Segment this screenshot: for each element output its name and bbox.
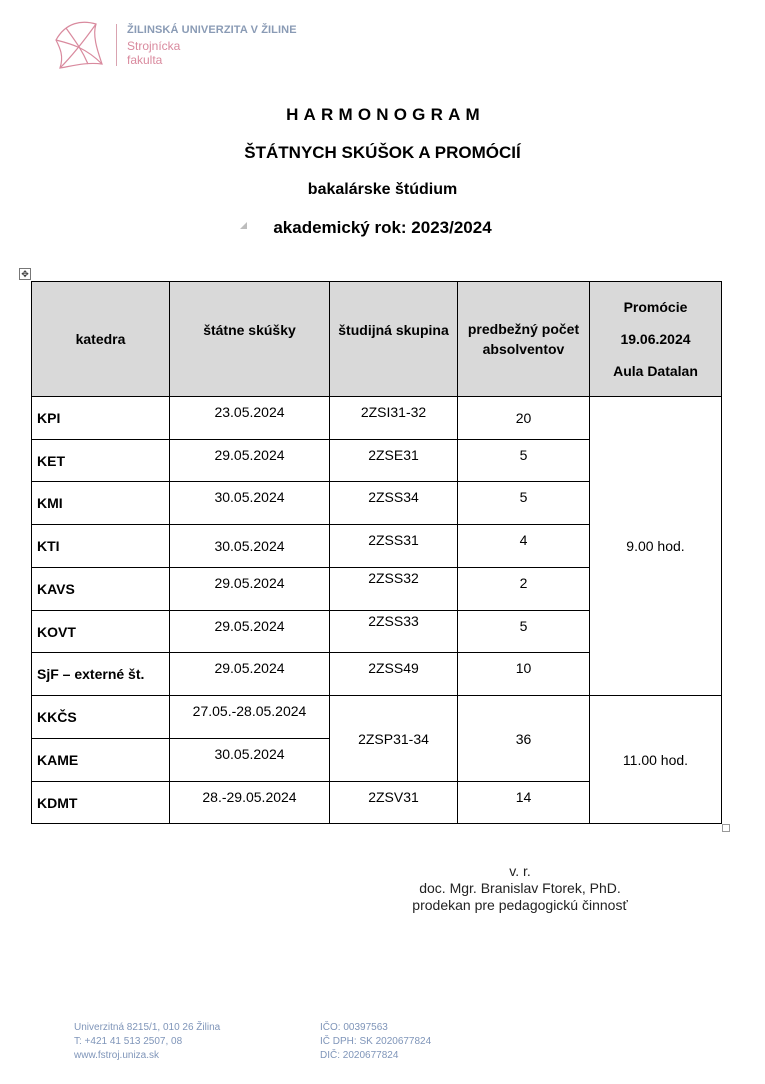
- row-kpi-exam: 23.05.2024: [169, 396, 330, 440]
- row-kti-katedra: KTI: [31, 524, 170, 568]
- merged-count-kkcs-kame: 36: [457, 695, 590, 782]
- row-kmi-group: 2ZSS34: [329, 481, 458, 525]
- faculty-name-line2: fakulta: [127, 53, 163, 67]
- footer-ico: IČO: 00397563: [320, 1022, 388, 1033]
- row-ket-exam: 29.05.2024: [169, 439, 330, 482]
- row-kovt-count: 5: [457, 610, 590, 653]
- footer-address: Univerzitná 8215/1, 010 26 Žilina: [74, 1022, 221, 1033]
- signature-vr: v. r.: [509, 863, 531, 879]
- logo-divider: [116, 24, 117, 66]
- promotions-date: 19.06.2024: [620, 331, 691, 347]
- row-kavs-katedra: KAVS: [31, 567, 170, 611]
- row-kti-exam: 30.05.2024: [169, 524, 330, 568]
- row-ket-count: 5: [457, 439, 590, 482]
- footer-contact: [74, 1021, 220, 1063]
- row-sjf-external-count: 10: [457, 652, 590, 696]
- row-kmi-katedra: KMI: [31, 481, 170, 525]
- row-kpi-count: 20: [457, 396, 590, 440]
- row-kkcs-katedra: KKČS: [31, 695, 170, 739]
- header-promotions: [589, 281, 722, 397]
- signature-role: prodekan pre pedagogickú činnosť: [412, 897, 628, 913]
- footer-phone: T: +421 41 513 2507, 08: [74, 1036, 183, 1047]
- document-subtitle: ŠTÁTNYCH SKÚŠOK A PROMÓCIÍ: [244, 143, 521, 162]
- row-kdmt-count: 14: [457, 781, 590, 824]
- row-kpi-group: 2ZSI31-32: [329, 396, 458, 440]
- row-kti-group: 2ZSS31: [329, 524, 458, 568]
- row-kavs-exam: 29.05.2024: [169, 567, 330, 611]
- row-kdmt-group: 2ZSV31: [329, 781, 458, 824]
- promotions-label: Promócie: [623, 299, 688, 315]
- merged-group-kkcs-kame: 2ZSP31-34: [329, 695, 458, 782]
- header-exams: štátne skúšky: [169, 281, 330, 397]
- row-ket-group: 2ZSE31: [329, 439, 458, 482]
- table-resize-handle-icon[interactable]: [722, 824, 730, 832]
- row-kavs-group: 2ZSS32: [329, 567, 458, 611]
- academic-year: akademický rok: 2023/2024: [273, 218, 492, 237]
- study-level: bakalárske štúdium: [307, 181, 458, 198]
- row-sjf-external-katedra: SjF – externé št.: [31, 652, 170, 696]
- row-kdmt-katedra: KDMT: [31, 781, 170, 824]
- header-study-group: študijná skupina: [329, 281, 458, 397]
- row-kti-count: 4: [457, 524, 590, 568]
- row-kovt-exam: 29.05.2024: [169, 610, 330, 653]
- row-sjf-external-group: 2ZSS49: [329, 652, 458, 696]
- university-name: ŽILINSKÁ UNIVERZITA V ŽILINE: [127, 24, 297, 36]
- document-title: HARMONOGRAM: [286, 105, 485, 124]
- university-logo-icon: [52, 18, 106, 70]
- header-graduates: predbežný počet absolventov: [457, 281, 590, 397]
- faculty-name-line1: Strojnícka: [127, 39, 181, 53]
- row-kpi-katedra: KPI: [31, 396, 170, 440]
- promotion-time-morning: 9.00 hod.: [589, 396, 722, 696]
- row-kovt-group: 2ZSS33: [329, 610, 458, 653]
- header-katedra: katedra: [31, 281, 170, 397]
- row-kavs-count: 2: [457, 567, 590, 611]
- table-move-handle-icon[interactable]: ✥: [19, 268, 31, 280]
- row-kame-exam: 30.05.2024: [169, 738, 330, 782]
- promotions-venue: Aula Datalan: [613, 363, 698, 379]
- row-kkcs-exam: 27.05.-28.05.2024: [169, 695, 330, 739]
- promotion-time-late-morning: 11.00 hod.: [589, 695, 722, 824]
- footer-ids: [320, 1021, 431, 1063]
- footer-ic-dph: IČ DPH: SK 2020677824: [320, 1036, 432, 1047]
- footer-dic: DIČ: 2020677824: [320, 1050, 399, 1061]
- row-kdmt-exam: 28.-29.05.2024: [169, 781, 330, 824]
- row-kame-katedra: KAME: [31, 738, 170, 782]
- faculty-name: [127, 39, 180, 67]
- row-kovt-katedra: KOVT: [31, 610, 170, 653]
- row-ket-katedra: KET: [31, 439, 170, 482]
- signature-name: doc. Mgr. Branislav Ftorek, PhD.: [419, 880, 621, 896]
- row-kmi-count: 5: [457, 481, 590, 525]
- row-sjf-external-exam: 29.05.2024: [169, 652, 330, 696]
- footer-web-link[interactable]: www.fstroj.uniza.sk: [74, 1050, 160, 1061]
- row-kmi-exam: 30.05.2024: [169, 481, 330, 525]
